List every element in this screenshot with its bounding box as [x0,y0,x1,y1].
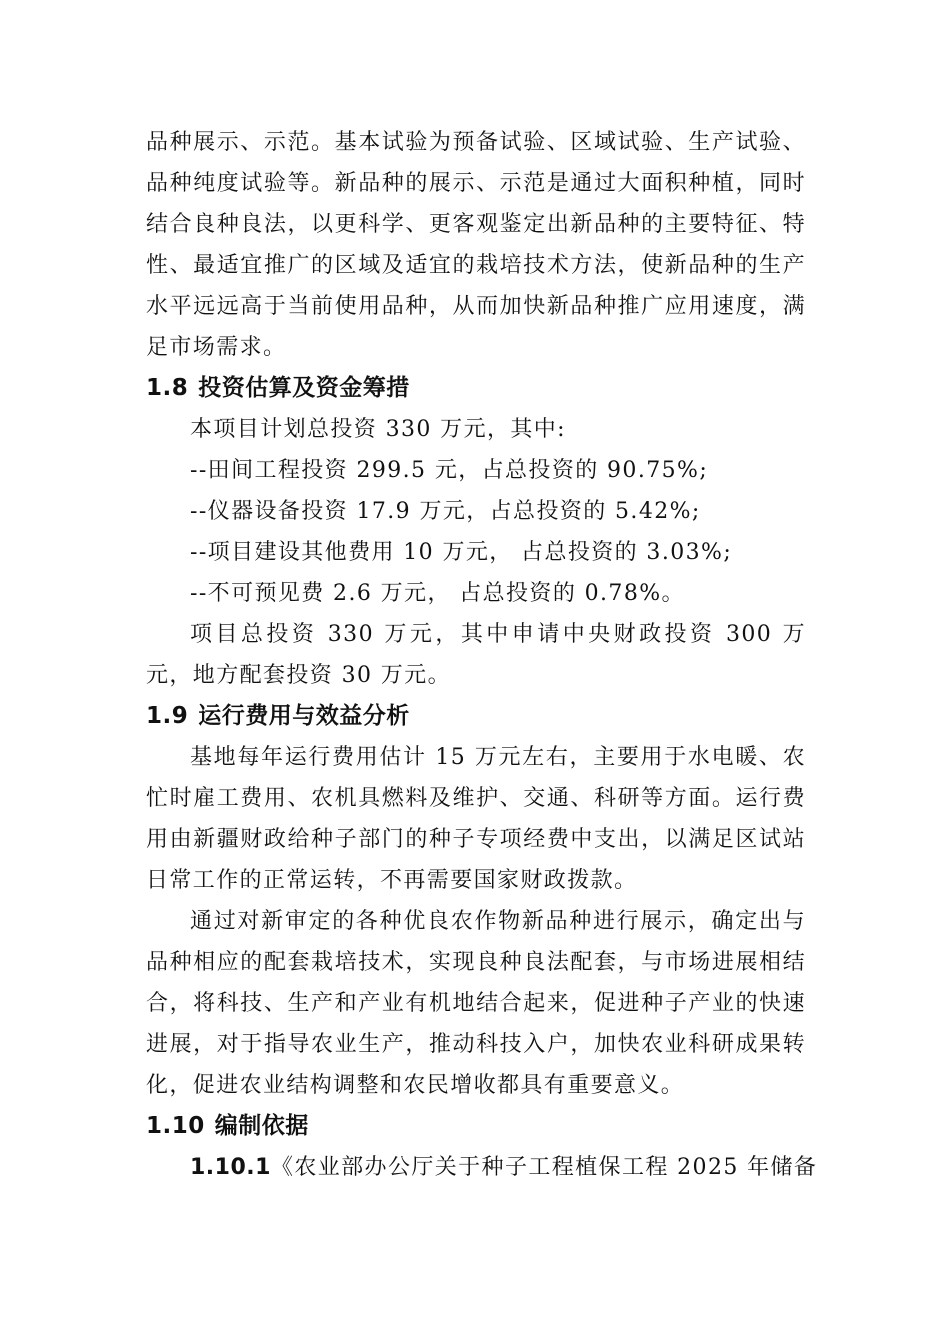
benefit-paragraph: 通过对新审定的各种优良农作物新品种进行展示，确定出与品种相应的配套栽培技术，实现良种良法配套，与市场进展相结合，将科技、生产和产业有机地结合起来，促进种子产业的快速进展，对于指导农业生产，推动科技入户，加快农业科研成果转化，促进农业结构调整和农民增收都具有重要意义。 [146,909,806,1098]
investment-item: --不可预见费 2.6 万元， 占总投资的 0.78%。 [190,581,685,606]
section-number: 1.10 [146,1113,205,1139]
investment-item: --项目建设其他费用 10 万元， 占总投资的 3.03%; [190,540,733,565]
section-title: 编制依据 [214,1113,309,1139]
section-number: 1.8 [146,375,189,401]
intro-paragraph: 品种展示、示范。基本试验为预备试验、区域试验、生产试验、品种纯度试验等。新品种的展示、示范是通过大面积种植，同时结合良种良法，以更科学、更客观鉴定出新品种的主要特征、特性、最适宜推广的区域及适宜的栽培技术方法，使新品种的生产水平远远高于当前使用品种，从而加快新品种推广应用速度，满足市场需求。 [146,130,806,360]
section-heading-1-9 [146,696,806,737]
section-title: 投资估算及资金筹措 [198,375,410,401]
investment-item: --田间工程投资 299.5 元，占总投资的 90.75%; [190,458,709,483]
section-number: 1.9 [146,703,189,729]
basis-item-number: 1.10.1 [190,1155,271,1180]
section-heading-1-10 [146,1106,806,1147]
document-page [146,122,818,1188]
investment-lead: 本项目计划总投资 330 万元，其中: [190,417,566,442]
section-heading-1-8 [146,368,806,409]
operating-cost-paragraph: 基地每年运行费用估计 15 万元左右，主要用于水电暖、农忙时雇工费用、农机具燃料及维护、交通、科研等方面。运行费用由新疆财政给种子部门的种子专项经费中支出，以满足区试站日常工作的正常运转，不再需要国家财政拨款。 [146,745,806,893]
investment-item: --仪器设备投资 17.9 万元，占总投资的 5.42%; [190,499,701,524]
section-title: 运行费用与效益分析 [198,703,410,729]
basis-item-text: 《农业部办公厅关于种子工程植保工程 2025 年储备 [270,1155,818,1180]
investment-summary: 项目总投资 330 万元，其中申请中央财政投资 300 万元，地方配套投资 30 万元。 [146,622,806,688]
basis-item [146,1147,818,1188]
